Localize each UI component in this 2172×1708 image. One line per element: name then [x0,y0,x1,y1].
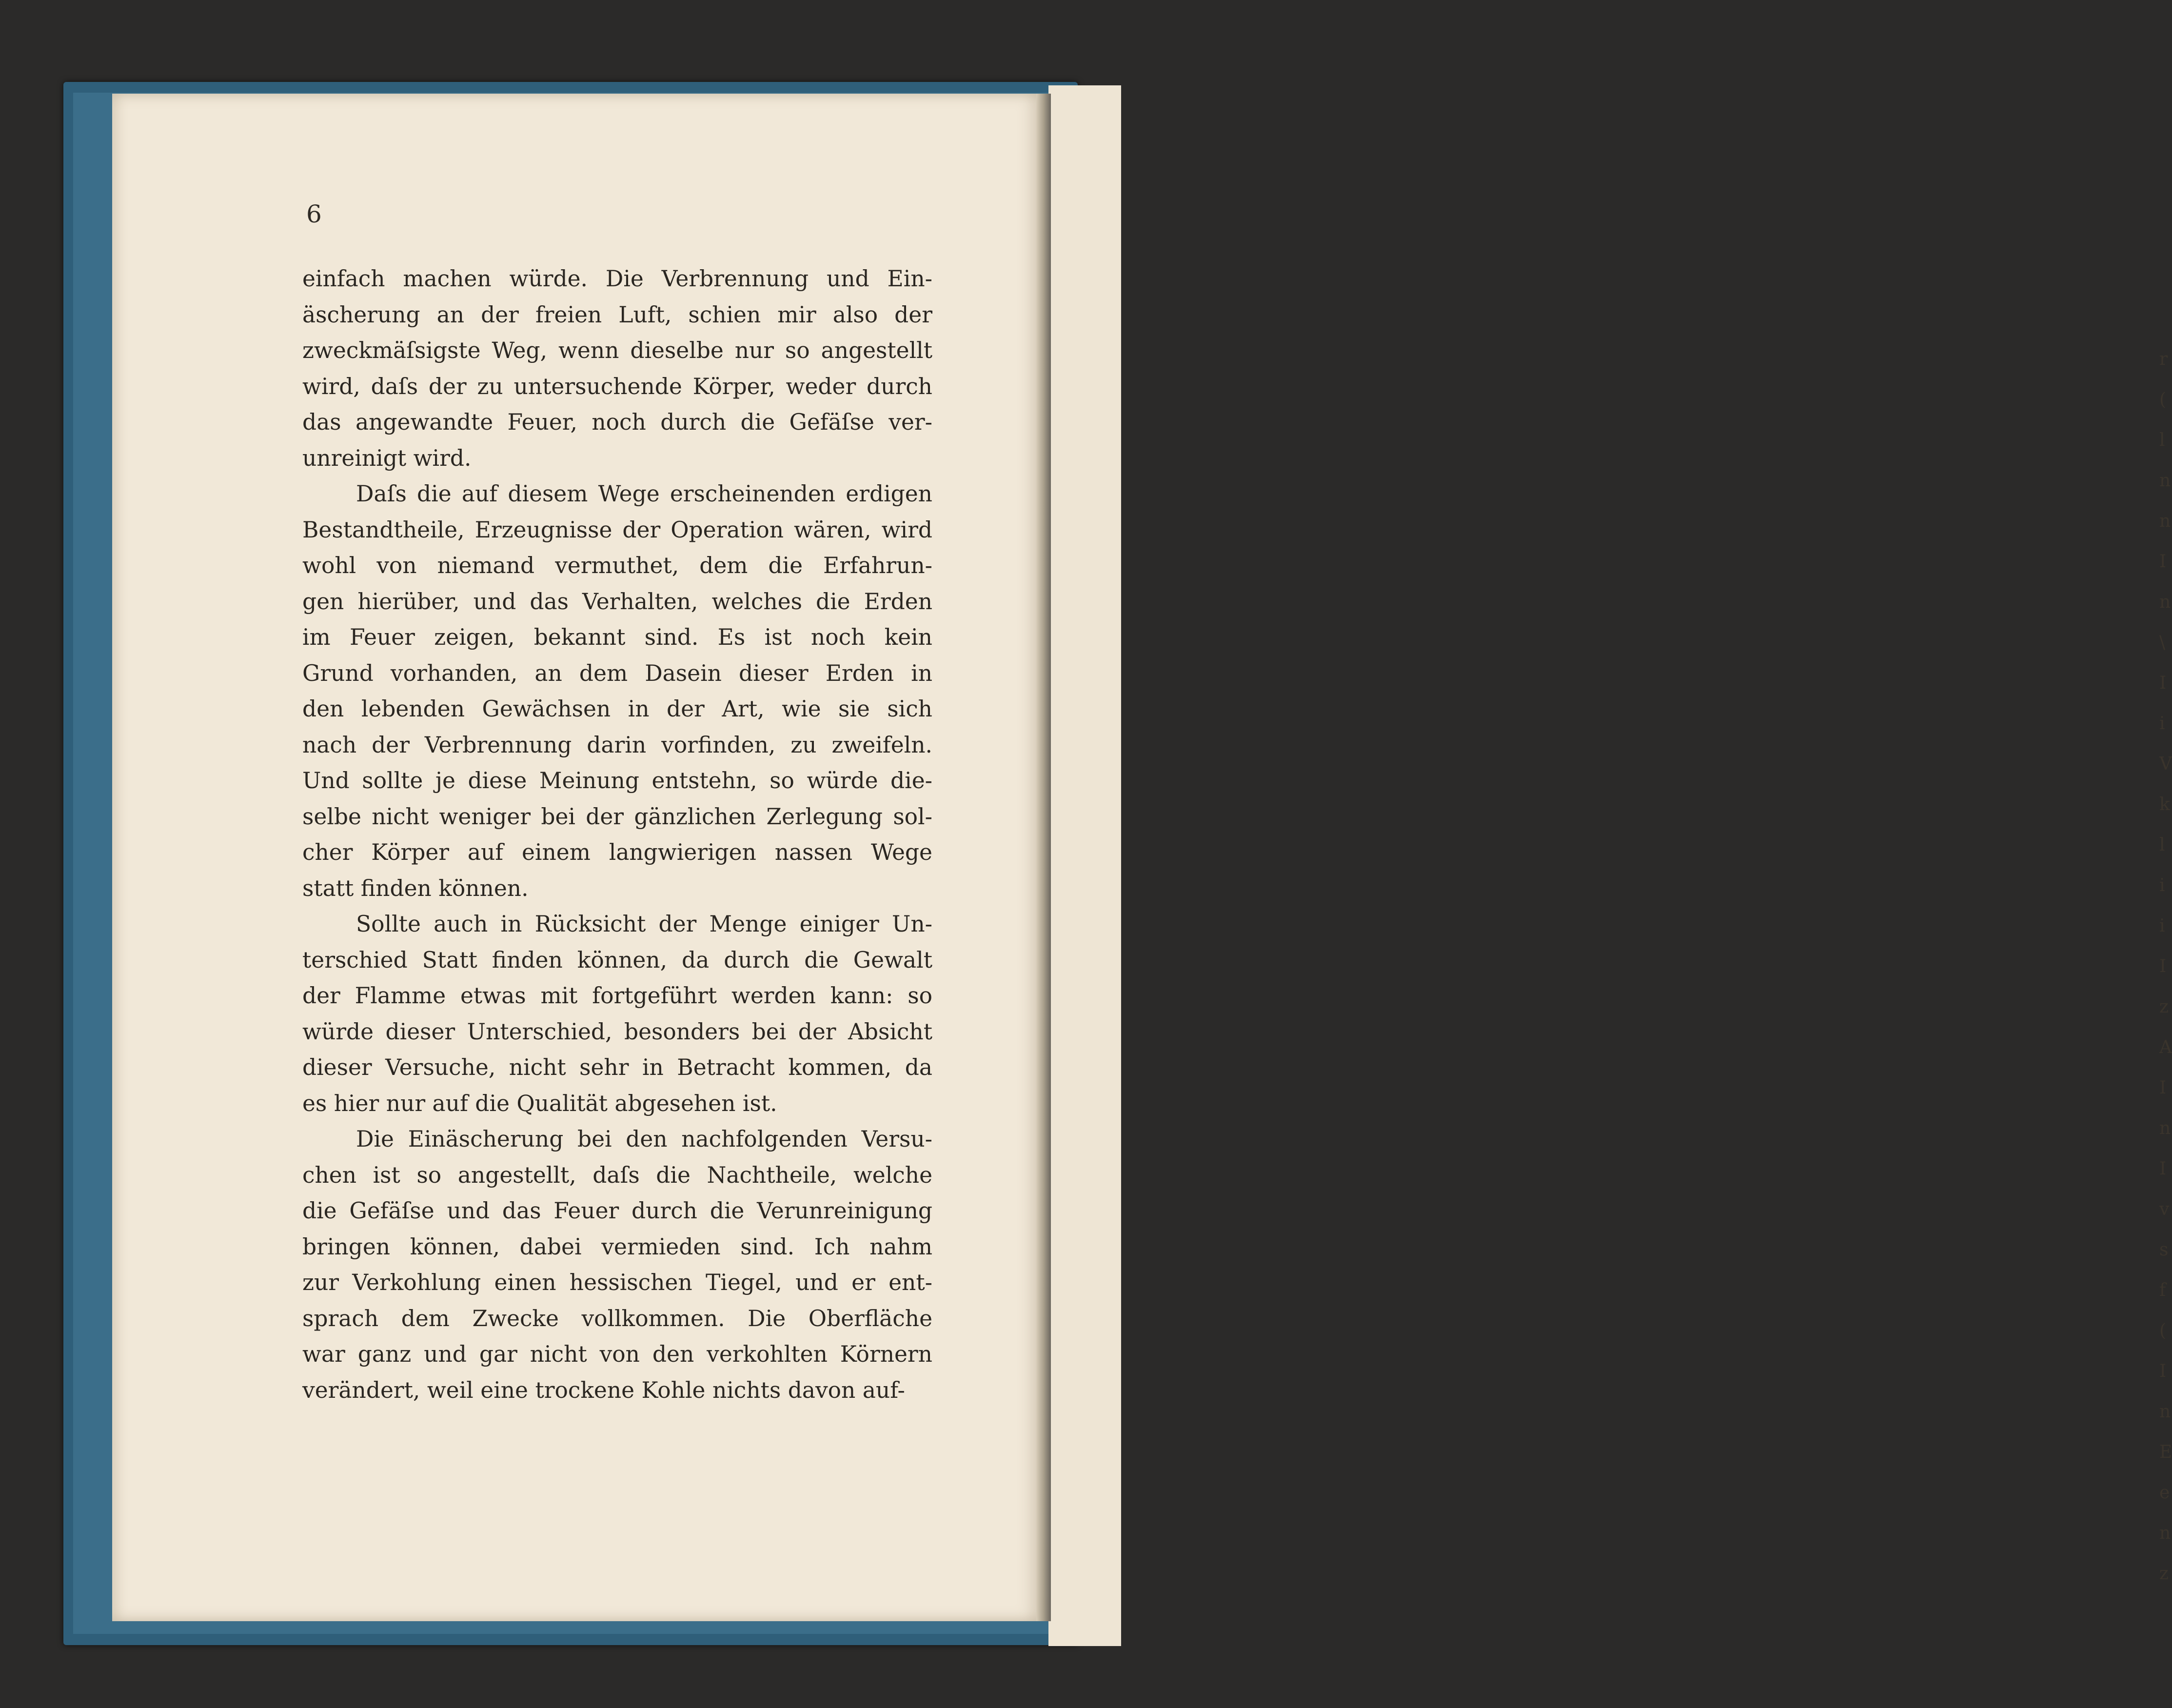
paragraph [302,1121,932,1408]
text-line: bringen können, dabei vermieden sind. Ich nahm [302,1233,932,1260]
facing-page-letter: n [2159,1118,2171,1138]
facing-page-letter: f [2159,1280,2166,1300]
paragraph [302,906,932,1121]
text-line: Die Einäscherung bei den nachfolgenden Versu- [356,1126,932,1152]
text-line: nach der Verbrennung darin vorfinden, zu zweifeln. [302,732,932,758]
page-gutter [1036,94,1051,1621]
facing-page-letter: n [2159,1523,2171,1543]
facing-page-letter: n [2159,471,2171,491]
facing-page-letter: e [2159,1483,2170,1503]
facing-page-letter: i [2159,714,2165,734]
text-line: wohl von niemand vermuthet, dem die Erfahrun- [302,553,932,578]
text-line: Und sollte je diese Meinung entstehn, so würde die- [302,768,932,794]
text-line: es hier nur auf die Qualität abgesehen ist. [302,1090,777,1116]
facing-page-letter: n [2159,511,2171,531]
facing-page-letter: i [2159,916,2165,936]
text-line: äscherung an der freien Luft, schien mir also der [302,301,932,328]
text-line: chen ist so angestellt, daſs die Nachtheile, welche [302,1162,932,1188]
page-text [302,261,932,1408]
text-line: zur Verkohlung einen hessischen Tiegel, und er ent- [302,1270,932,1295]
text-line: würde dieser Unterschied, besonders bei der Absicht [302,1018,932,1045]
facing-page-edge [1048,85,2172,1646]
text-line: verändert, weil eine trockene Kohle nichts davon auf- [302,1377,905,1403]
text-line: die Gefäſse und das Feuer durch die Verunreinigung [302,1198,932,1224]
text-line: Grund vorhanden, an dem Dasein dieser Erden in [302,660,932,686]
facing-page-letter: \ [2159,633,2166,653]
text-line: Daſs die auf diesem Wege erscheinenden erdigen [356,481,932,507]
facing-page-letter: k [2159,794,2170,814]
facing-page-letter: l [2159,835,2165,855]
facing-page-letter: I [2159,1159,2167,1179]
facing-page-letter: A [2159,1037,2172,1057]
text-line: statt finden können. [302,875,529,901]
facing-page-letter: V [2159,754,2172,774]
text-line: cher Körper auf einem langwierigen nassen Wege [302,839,932,865]
facing-page-letter: I [2159,1361,2167,1381]
facing-page-letter: z [2159,997,2169,1017]
facing-page-letter: ( [2159,1321,2167,1341]
text-line: Bestandtheile, Erzeugnisse der Operation wären, wird [302,516,932,543]
facing-page-letter: s [2159,1240,2169,1260]
paragraph [302,261,932,476]
text-line: den lebenden Gewächsen in der Art, wie sie sich [302,696,932,722]
text-line: dieser Versuche, nicht sehr in Betracht kommen, da [302,1054,932,1080]
facing-page-letter: n [2159,1402,2171,1422]
facing-page-letter: I [2159,673,2167,693]
facing-page-letter: I [2159,552,2167,572]
facing-page-letter: r [2159,349,2168,369]
text-line: der Flamme etwas mit fortgeführt werden kann: so [302,983,932,1009]
text-line: terschied Statt finden können, da durch die Gewalt [302,947,932,973]
text-line: Sollte auch in Rücksicht der Menge einiger Un- [356,911,932,937]
facing-page-letter: ( [2159,390,2167,410]
facing-page-letter: E [2159,1442,2172,1462]
facing-page-letter: n [2159,592,2171,612]
facing-page-letter: I [2159,1078,2167,1098]
facing-page-letters [2159,339,2172,1594]
paragraph [302,476,932,906]
text-line: war ganz und gar nicht von den verkohlten Körnern [302,1341,932,1367]
facing-page-letter: l [2159,430,2165,450]
facing-page-letter: v [2159,1199,2170,1219]
text-line: selbe nicht weniger bei der gänzlichen Zerlegung sol- [302,803,932,830]
facing-page-letter: i [2159,875,2165,895]
facing-page-letter: z [2159,1564,2169,1584]
page-number: 6 [306,200,322,228]
text-line: zweckmäſsigste Weg, wenn dieselbe nur so angestellt [302,338,932,363]
text-line: unreinigt wird. [302,445,472,471]
text-line: das angewandte Feuer, noch durch die Gefäſse ver- [302,409,932,435]
text-line: sprach dem Zwecke vollkommen. Die Oberfläche [302,1305,932,1331]
text-line: im Feuer zeigen, bekannt sind. Es ist noch kein [302,624,932,650]
text-line: gen hierüber, und das Verhalten, welches die Erden [302,588,932,615]
text-line: wird, daſs der zu untersuchende Körper, weder durch [302,373,932,399]
text-line: einfach machen würde. Die Verbrennung und Ein- [302,266,932,292]
facing-page-letter: I [2159,956,2167,976]
